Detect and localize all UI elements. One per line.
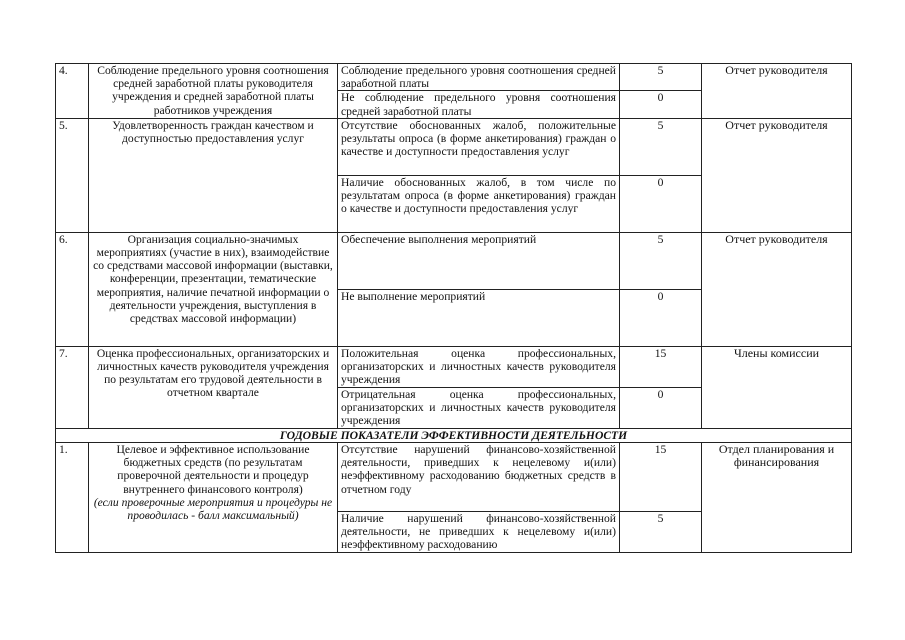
score-value: 0 xyxy=(620,91,702,118)
reporting-source: Отчет руководителя xyxy=(702,118,852,232)
criterion-text: Отсутствие нарушений финансово-хозяйственной деятельности, приведших к нецелевому и(или) неэффективному расходованию бюджетных средств в отчетном году xyxy=(338,443,620,512)
criteria-table xyxy=(55,63,852,553)
table-row xyxy=(56,118,852,175)
criterion-text: Обеспечение выполнения мероприятий xyxy=(338,232,620,289)
criterion-text: Положительная оценка профессиональных, организаторских и личностных качеств руководителя учреждения xyxy=(338,346,620,387)
score-value: 0 xyxy=(620,387,702,428)
row-number: 6. xyxy=(56,232,89,346)
reporting-source: Члены комиссии xyxy=(702,346,852,428)
score-value: 5 xyxy=(620,512,702,553)
row-number: 1. xyxy=(56,443,89,553)
section-header-row xyxy=(56,428,852,442)
score-value: 5 xyxy=(620,232,702,289)
criterion-text: Не выполнение мероприятий xyxy=(338,289,620,346)
score-value: 15 xyxy=(620,346,702,387)
indicator-name: Организация социально-значимых мероприятиях (участие в них), взаимодействие со средствами массовой информации (выставки, конференции, презентации, тематические мероприятия, наличие печатной информации о деятельности учреждения, выступления в средствах массовой информации) xyxy=(89,232,338,346)
criterion-text: Наличие нарушений финансово-хозяйственной деятельности, не приведших к нецелевому и(или) неэффективному расходованию xyxy=(338,512,620,553)
score-value: 0 xyxy=(620,175,702,232)
section-title: ГОДОВЫЕ ПОКАЗАТЕЛИ ЭФФЕКТИВНОСТИ ДЕЯТЕЛЬНОСТИ xyxy=(56,428,852,442)
criterion-text: Не соблюдение предельного уровня соотношения средней заработной платы xyxy=(338,91,620,118)
score-value: 15 xyxy=(620,443,702,512)
indicator-name: Соблюдение предельного уровня соотношения средней заработной платы руководителя учреждения и средней заработной платы работников учреждения xyxy=(89,64,338,119)
table-row xyxy=(56,346,852,387)
score-value: 5 xyxy=(620,64,702,91)
table-row xyxy=(56,443,852,512)
indicator-name: Оценка профессиональных, организаторских и личностных качеств руководителя учреждения по результатам его трудовой деятельности в отчетном квартале xyxy=(89,346,338,428)
reporting-source: Отдел планирования и финансирования xyxy=(702,443,852,553)
criterion-text: Отсутствие обоснованных жалоб, положительные результаты опроса (в форме анкетирования) граждан о качестве и доступности предоставления услуг xyxy=(338,118,620,175)
criterion-text: Отрицательная оценка профессиональных, организаторских и личностных качеств руководителя учреждения xyxy=(338,387,620,428)
criterion-text: Наличие обоснованных жалоб, в том числе по результатам опроса (в форме анкетирования) граждан о качестве и доступности предоставления услуг xyxy=(338,175,620,232)
indicator-name-text: Целевое и эффективное использование бюджетных средств (по результатам проверочной деятельности и процедур внутреннего финансового контроля) xyxy=(116,443,310,496)
score-value: 0 xyxy=(620,289,702,346)
table-row xyxy=(56,232,852,289)
score-value: 5 xyxy=(620,118,702,175)
reporting-source: Отчет руководителя xyxy=(702,232,852,346)
row-number: 7. xyxy=(56,346,89,428)
indicator-name: Удовлетворенность граждан качеством и доступностью предоставления услуг xyxy=(89,118,338,232)
table-row xyxy=(56,64,852,91)
row-number: 5. xyxy=(56,118,89,232)
indicator-name xyxy=(89,443,338,553)
indicator-note: (если проверочные мероприятия и процедуры не проводилась - балл максимальный) xyxy=(93,495,333,523)
criterion-text: Соблюдение предельного уровня соотношения средней заработной платы xyxy=(338,64,620,91)
row-number: 4. xyxy=(56,64,89,119)
reporting-source: Отчет руководителя xyxy=(702,64,852,119)
